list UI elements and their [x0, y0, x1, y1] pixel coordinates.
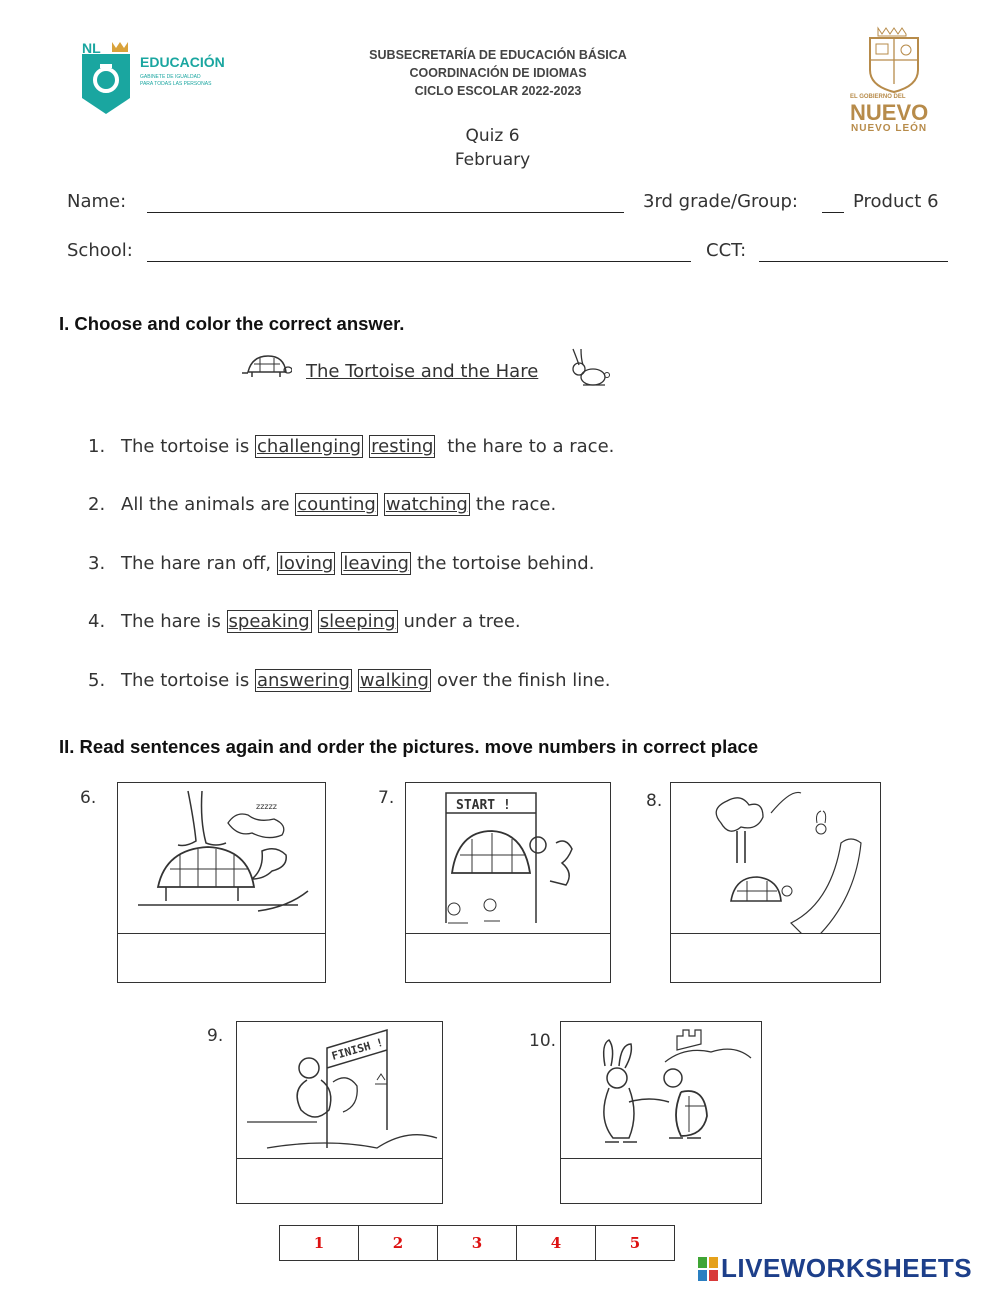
option-walking[interactable]: walking: [359, 670, 429, 691]
hare-ran-off-illustration: [671, 783, 880, 934]
liveworksheets-logo: [698, 1253, 972, 1284]
draggable-number-2[interactable]: 2: [359, 1226, 438, 1261]
sleeping-hare-illustration: [118, 783, 325, 934]
drop-zone-8[interactable]: [671, 934, 880, 982]
header-line-2: COORDINACIÓN DE IDIOMAS: [409, 66, 587, 80]
nl-logo-big-text: NUEVO: [850, 100, 929, 125]
header-line-3: CICLO ESCOLAR 2022-2023: [414, 84, 582, 98]
option-loving[interactable]: loving: [278, 553, 334, 574]
start-line-illustration: [406, 783, 610, 934]
nl-logo-sub-text: NUEVO LEÓN: [851, 123, 928, 134]
logo-educacion-text: EDUCACIÓN: [140, 54, 225, 70]
option-answering[interactable]: answering: [257, 670, 350, 691]
question-1: 1. The tortoise is challenging resting the hare to a race.: [88, 436, 615, 457]
finish-sign-text: FINISH !: [330, 1035, 385, 1063]
header-line-1: SUBSECRETARÍA DE EDUCACIÓN BÁSICA: [369, 48, 627, 62]
question-2: 2. All the animals are counting watching the race.: [88, 494, 557, 515]
quiz-title: Quiz 6: [465, 126, 520, 146]
draggable-number-4[interactable]: 4: [517, 1226, 596, 1261]
name-field[interactable]: [147, 212, 624, 213]
handshake-illustration: [561, 1022, 761, 1159]
tortoise-icon: [240, 352, 292, 382]
option-challenging[interactable]: challenging: [257, 436, 362, 457]
question-4: 4. The hare is speaking sleeping under a tree.: [88, 611, 521, 632]
start-sign-text: START !: [456, 798, 511, 813]
school-field[interactable]: [147, 261, 691, 262]
picture-card-10: [560, 1021, 762, 1204]
question-3: 3. The hare ran off, loving leaving the tortoise behind.: [88, 553, 595, 574]
option-leaving[interactable]: leaving: [343, 553, 409, 574]
picture-number-9: 9.: [207, 1026, 224, 1046]
story-title: The Tortoise and the Hare: [306, 361, 539, 382]
drop-zone-10[interactable]: [561, 1159, 761, 1203]
drop-zone-7[interactable]: [406, 934, 610, 982]
draggable-number-1[interactable]: 1: [280, 1226, 359, 1261]
drop-zone-6[interactable]: [118, 934, 325, 982]
cct-label: CCT:: [706, 240, 747, 261]
option-resting[interactable]: resting: [371, 436, 434, 457]
nl-logo-small-text: EL GOBIERNO DEL: [850, 94, 906, 100]
cct-field[interactable]: [759, 261, 948, 262]
picture-card-9: [236, 1021, 443, 1204]
picture-number-10: 10.: [529, 1031, 557, 1051]
option-watching[interactable]: watching: [385, 494, 468, 515]
logo-tagline-2: PARA TODAS LAS PERSONAS: [140, 81, 212, 87]
svg-text:zzzzz: zzzzz: [256, 802, 277, 811]
liveworksheets-text: LIVEWORKSHEETS: [721, 1253, 973, 1283]
group-field[interactable]: [822, 212, 844, 213]
drop-zone-9[interactable]: [237, 1159, 442, 1203]
nuevo-leon-logo: [848, 24, 940, 136]
finish-line-illustration: [237, 1022, 442, 1159]
picture-card-8: [670, 782, 881, 983]
name-label: Name:: [67, 191, 127, 212]
picture-number-8: 8.: [646, 791, 663, 811]
draggable-number-5[interactable]: 5: [596, 1226, 675, 1261]
answer-numbers-table: [279, 1225, 675, 1261]
picture-number-7: 7.: [378, 788, 395, 808]
quiz-month: February: [454, 150, 531, 170]
picture-card-7: [405, 782, 611, 983]
draggable-number-3[interactable]: 3: [438, 1226, 517, 1261]
section-2-heading: II. Read sentences again and order the pictures. move numbers in correct place: [59, 736, 759, 757]
option-counting[interactable]: counting: [297, 494, 376, 515]
liveworksheets-blocks-icon: [698, 1257, 718, 1281]
picture-card-6: [117, 782, 326, 983]
logo-nl-text: NL: [82, 40, 101, 56]
section-1-heading: I. Choose and color the correct answer.: [59, 313, 405, 334]
logo-tagline-1: GABINETE DE IGUALDAD: [140, 74, 201, 80]
option-sleeping[interactable]: sleeping: [319, 611, 396, 632]
product-label: Product 6: [853, 191, 939, 212]
school-label: School:: [67, 240, 133, 261]
hare-icon: [563, 347, 611, 387]
question-5: 5. The tortoise is answering walking over the finish line.: [88, 670, 611, 691]
option-speaking[interactable]: speaking: [228, 611, 310, 632]
grade-group-label: 3rd grade/Group:: [643, 191, 798, 212]
picture-number-6: 6.: [80, 788, 97, 808]
